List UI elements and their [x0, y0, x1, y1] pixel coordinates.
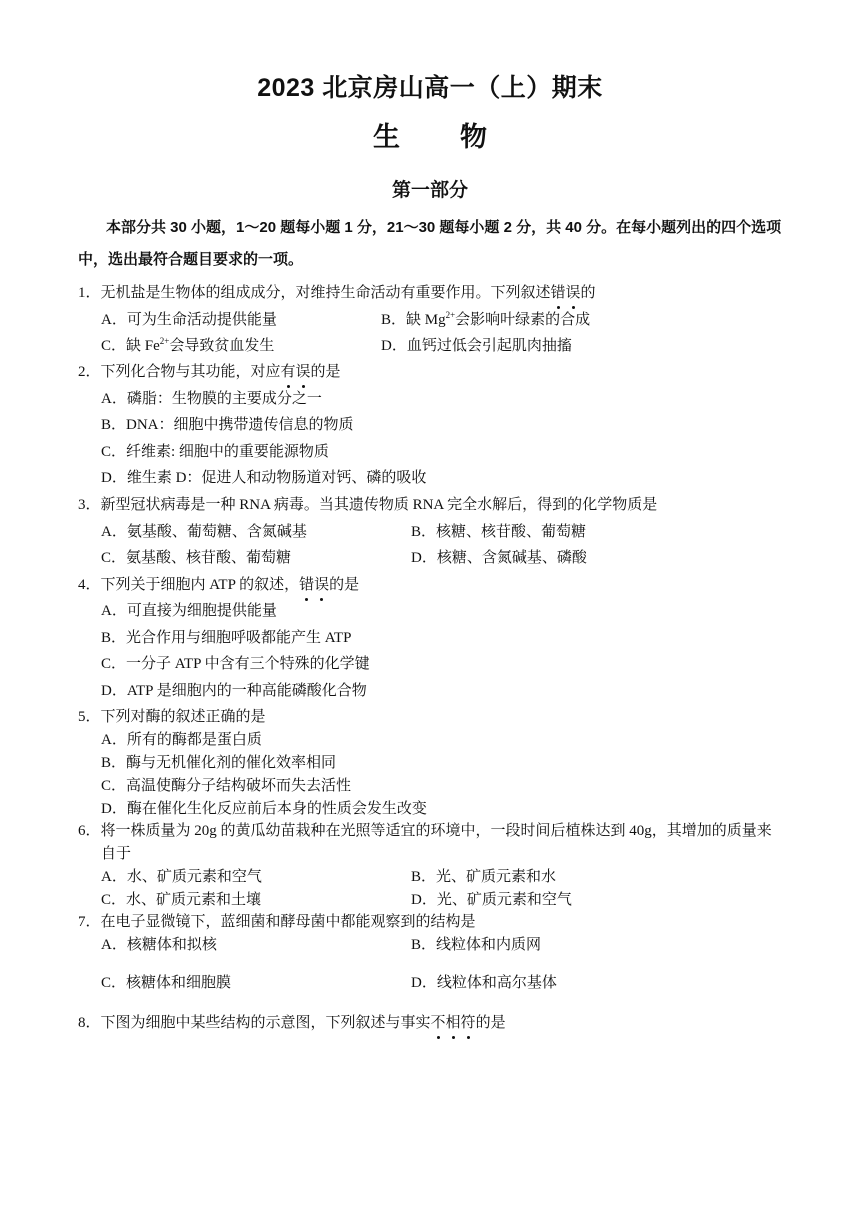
question-1-option-c: C．缺 $Fe^{2+}$会导致贫血发生: [101, 336, 275, 354]
question-5-stem: 5．下列对酶的叙述正确的是: [78, 709, 266, 725]
question-2-option-a: A．磷脂：生物膜的主要成分之一: [101, 391, 322, 407]
question-6-stem-continued: 自于: [101, 846, 132, 862]
question-4-stem: 4．下列关于细胞内 ATP 的叙述，错误的是: [78, 577, 360, 593]
question-1-option-a: A．可为生命活动提供能量: [101, 312, 277, 328]
question-3-option-d: D．核糖、含氮碱基、磷酸: [411, 550, 587, 566]
emphasis-char: 错: [299, 577, 315, 593]
part-heading: 第一部分: [391, 180, 468, 201]
emphasis-char: 有: [280, 364, 296, 380]
question-6-option-b: B．光、矿质元素和水: [411, 869, 557, 885]
question-3-option-c: C．氨基酸、核苷酸、葡萄糖: [101, 550, 292, 566]
question-4-option-b: B．光合作用与细胞呼吸都能产生 ATP: [101, 630, 352, 646]
emphasis-char: 相: [445, 1015, 461, 1031]
question-6-option-a: A．水、矿质元素和空气: [101, 869, 262, 885]
emphasis-char: 不: [430, 1015, 446, 1031]
question-1-stem: 1．无机盐是生物体的组成成分，对维持生命活动有重要作用。下列叙述错误的: [78, 285, 596, 301]
question-3-option-a: A．氨基酸、葡萄糖、含氮碱基: [101, 524, 307, 540]
question-6-option-c: C．水、矿质元素和土壤: [101, 892, 262, 908]
question-8-stem: 8．下图为细胞中某些结构的示意图，下列叙述与事实不相符的是: [78, 1015, 506, 1031]
document-title: 2023 北京房山高一（上）期末: [257, 74, 603, 102]
question-2-option-b: B．DNA：细胞中携带遗传信息的物质: [101, 417, 354, 433]
question-4-option-c: C．一分子 ATP 中含有三个特殊的化学键: [101, 656, 370, 672]
section-instructions: 本部分共 30 小题，1～20 题每小题 1 分，21～30 题每小题 2 分，共 40 分。在每小题列出的四个选项中，选出最符合题目要求的一项。: [78, 219, 782, 268]
question-4-option-d: D．ATP 是细胞内的一种高能磷酸化合物: [101, 683, 367, 699]
question-5-option-b: B．酶与无机催化剂的催化效率相同: [101, 755, 337, 771]
emphasis-char: 误: [565, 285, 581, 301]
question-2-option-c: C．纤维素: 细胞中的重要能源物质: [101, 444, 329, 460]
question-7-option-a: A．核糖体和拟核: [101, 937, 217, 953]
question-7-stem: 7．在电子显微镜下，蓝细菌和酵母菌中都能观察到的结构是: [78, 914, 476, 930]
emphasis-char: 错: [550, 285, 566, 301]
subject-char-2: 物: [460, 122, 487, 152]
question-6-stem: 6．将一株质量为 20g 的黄瓜幼苗栽种在光照等适宜的环境中，一段时间后植株达到 40g，其增加的质量来: [78, 823, 772, 839]
question-3-option-b: B．核糖、核苷酸、葡萄糖: [411, 524, 587, 540]
question-2-stem: 2．下列化合物与其功能，对应有误的是: [78, 364, 341, 380]
question-1-option-b: B．缺 $Mg^{2+}$会影响叶绿素的合成: [381, 310, 591, 328]
question-3-stem: 3．新型冠状病毒是一种 RNA 病毒。当其遗传物质 RNA 完全水解后，得到的化学物质是: [78, 497, 658, 513]
question-7-option-d: D．线粒体和高尔基体: [411, 975, 557, 991]
question-6-option-d: D．光、矿质元素和空气: [411, 892, 572, 908]
subject-char-1: 生: [373, 122, 400, 152]
question-5-option-a: A．所有的酶都是蛋白质: [101, 732, 262, 748]
question-5-option-c: C．高温使酶分子结构破坏而失去活性: [101, 778, 352, 794]
question-4-option-a: A．可直接为细胞提供能量: [101, 603, 277, 619]
emphasis-char: 误: [314, 577, 330, 593]
emphasis-char: 误: [295, 364, 311, 380]
question-1-option-d: D．血钙过低会引起肌肉抽搐: [381, 338, 572, 354]
subject-heading: [0, 115, 860, 154]
question-5-option-d: D．酶在催化生化反应前后本身的性质会发生改变: [101, 801, 427, 817]
question-7-option-c: C．核糖体和细胞膜: [101, 975, 232, 991]
question-7-option-b: B．线粒体和内质网: [411, 937, 542, 953]
emphasis-char: 符: [460, 1015, 476, 1031]
question-2-option-d: D．维生素 D：促进人和动物肠道对钙、磷的吸收: [101, 470, 427, 486]
